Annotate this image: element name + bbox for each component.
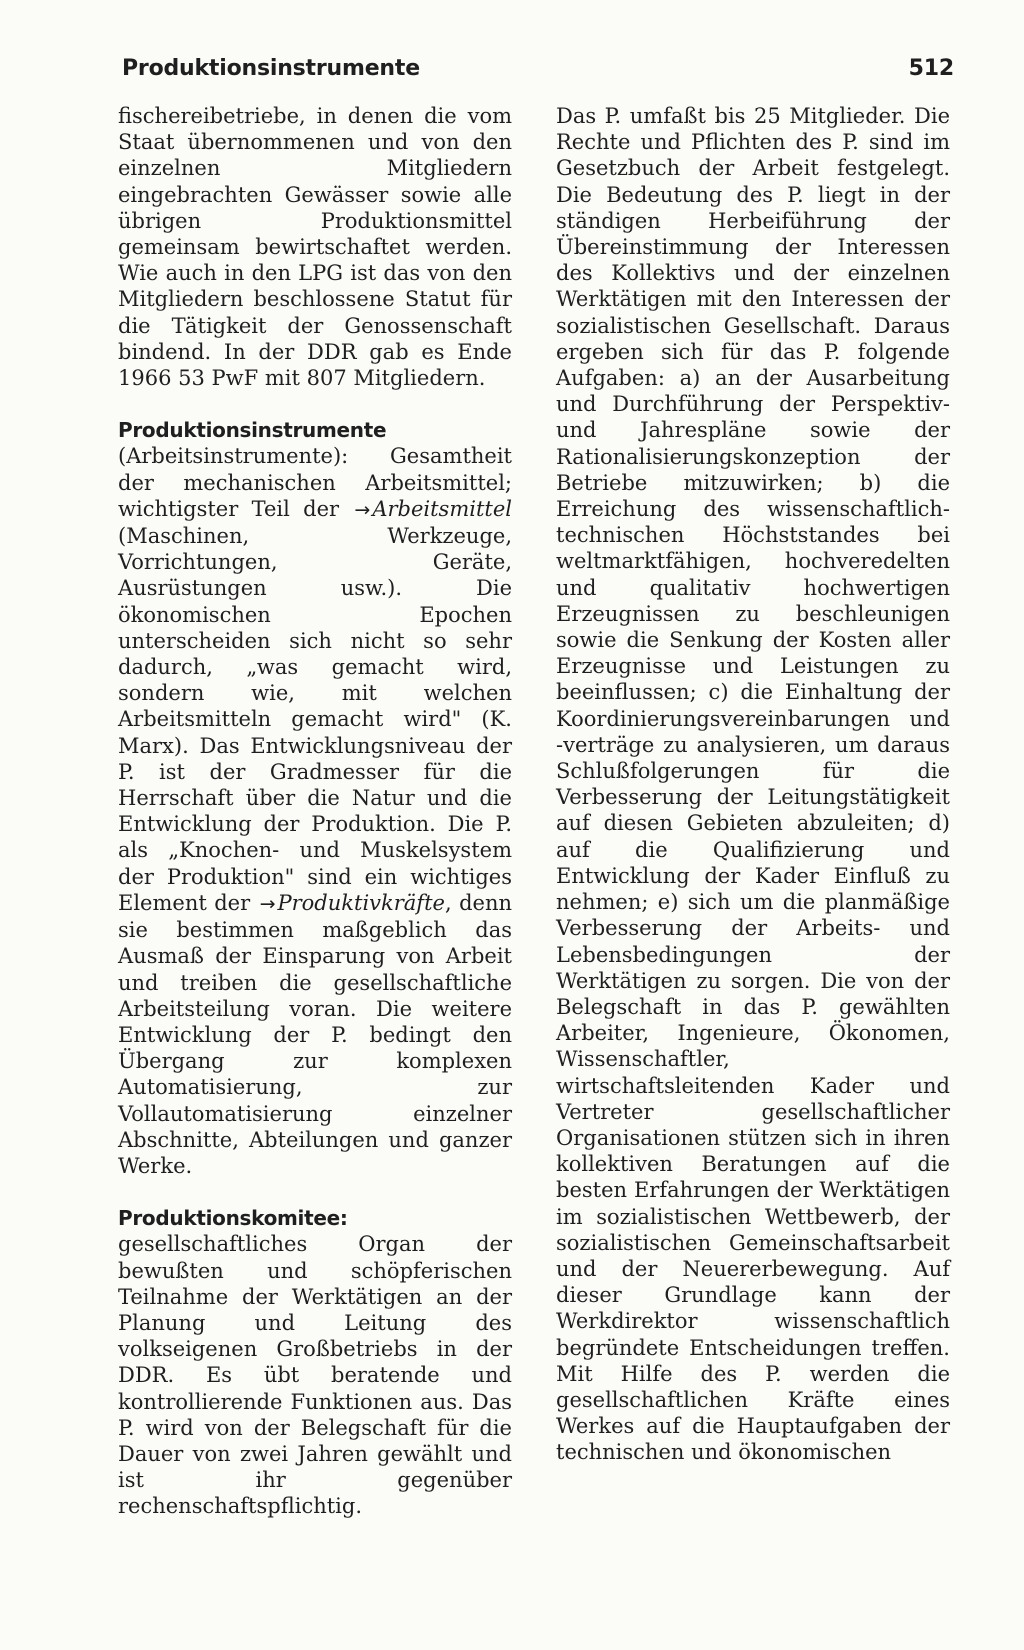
paragraph-produktionskomitee-continued: Das P. umfaßt bis 25 Mitglieder. Die Rechte und Pflichten des P. sind im Gesetzbuch der Arbeit festgelegt. Die Bedeutung des P. liegt in der ständigen Herbeiführung der Übereinstimmung der Interessen des Kollektivs und der einzelnen Werktätigen mit den Interessen der sozialistischen Gesellschaft. Daraus ergeben sich für das P. folgende Aufgaben: a) an der Ausarbeitung und Durchführung der Perspektiv- und Jahrespläne sowie der Rationalisierungskonzeption der Betriebe mitzuwirken; b) die Erreichung des wissenschaftlich-technischen Höchststandes bei weltmarktfähigen, hochveredelten und qualitativ hochwertigen Erzeugnissen zu beschleunigen sowie die Senkung der Kosten aller Erzeugnisse und Leistungen zu beeinflussen; c) die Einhaltung der Koordinierungsvereinbarungen und -verträge zu analysieren, um daraus Schlußfolgerungen für die Verbesserung der Leitungstätigkeit auf diesen Gebieten abzuleiten; d) auf die Qualifizierung und Entwicklung der Kader Einfluß zu nehmen; e) sich um die planmäßige Verbesserung der Arbeits- und Lebensbedingungen der Werktätigen zu sorgen. Die von der Belegschaft in das P. gewählten Arbeiter, Ingenieure, Ökonomen, Wissenschaftler, wirtschaftsleitenden Kader und Vertreter gesellschaftlicher Organisationen stützen sich in ihren kollektiven Beratungen auf die besten Erfahrungen der Werktätigen im sozialistischen Wettbewerb, der sozialistischen Gemeinschaftsarbeit und der Neuererbewegung. Auf dieser Grundlage kann der Werkdirektor wissenschaftlich begründete Entscheidungen treffen. Mit Hilfe des P. werden die gesellschaftlichen Kräfte eines Werkes auf die Hauptaufgaben der technischen und ökonomischen (556, 104, 950, 1465)
section-title: Produktionsinstrumente (122, 55, 420, 81)
page-header (122, 52, 954, 84)
cross-reference-link[interactable]: Arbeitsmittel (372, 496, 512, 521)
entry-text: gesellschaftliches Organ der bewußten und schöpferischen Teilnahme der Werktätigen an der Planung und Leitung des volkseigenen Großbetriebs in der DDR. Es übt beratende und kontrollierende Funktionen aus. Das P. wird von der Belegschaft für die Dauer von zwei Jahren gewählt und ist ihr gegenüber rechenschaftspflichtig. (118, 1232, 512, 1519)
cross-reference-link[interactable]: Produktivkräfte (277, 890, 445, 915)
entry-text: , denn sie bestimmen maßgeblich das Ausmaß der Einsparung von Arbeit und treiben die gesellschaftliche Arbeitsteilung voran. Die weitere Entwicklung der P. bedingt den Übergang zur komplexen Automatisierung, zur Vollautomatisierung einzelner Abschnitte, Abteilungen und ganzer Werke. (118, 890, 512, 1178)
cross-reference-arrow-icon: → (354, 498, 371, 521)
right-column (556, 103, 950, 1466)
entry-text: (Maschinen, Werkzeuge, Vorrichtungen, Geräte, Ausrüstungen usw.). Die ökonomischen Epochen unterscheiden sich nicht so sehr dadurch, „was gemacht wird, sondern wie, mit welchen Arbeitsmitteln gemacht wird" (K. Marx). Das Entwicklungsniveau der P. ist der Gradmesser für die Herrschaft über die Natur und die Entwicklung der Produktion. Die P. als „Knochen- und Muskelsystem der Produktion" sind ein wichtiges Element der (118, 524, 512, 915)
page-number: 512 (908, 55, 954, 81)
entry-produktionskomitee (118, 1205, 512, 1519)
paragraph-continuation: fischereibetriebe, in denen die vom Staat übernommenen und von den einzelnen Mitgliedern eingebrachten Gewässer sowie alle übrigen Produktionsmittel gemeinsam bewirtschaftet werden. Wie auch in den LPG ist das von den Mitgliedern beschlossene Statut für die Tätigkeit der Genossenschaft bindend. In der DDR gab es Ende 1966 53 PwF mit 807 Mitgliedern. (118, 104, 512, 391)
entry-produktionsinstrumente (118, 417, 512, 1179)
entry-heading: Produktionsinstrumente (118, 418, 387, 443)
entry-text: (Arbeitsinstrumente): Gesamtheit der mechanischen Arbeitsmittel; wichtigster Teil der (118, 444, 512, 521)
entry-heading: Produktionskomitee: (118, 1206, 348, 1231)
left-column (118, 103, 512, 1520)
cross-reference-arrow-icon: → (259, 892, 276, 915)
